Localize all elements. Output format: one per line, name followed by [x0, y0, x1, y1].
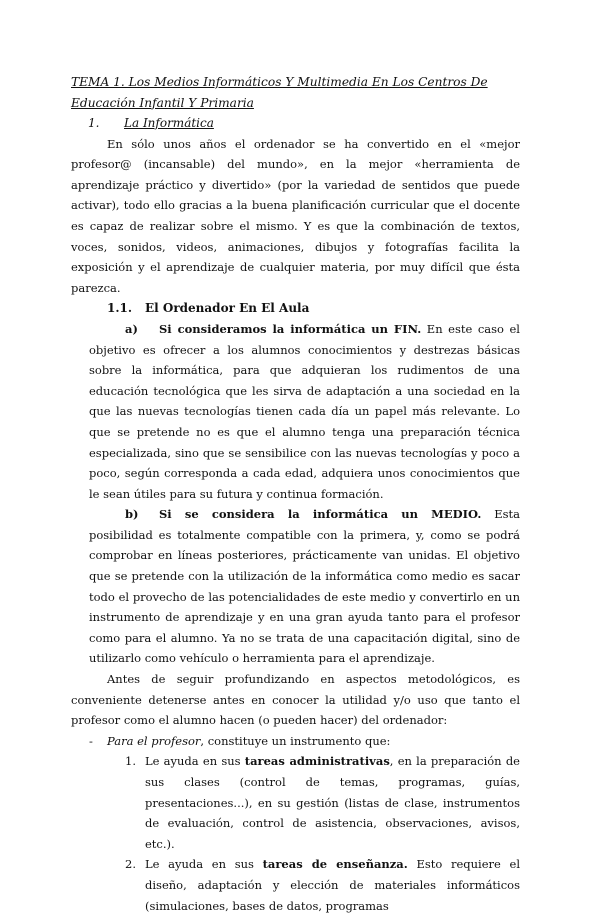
item-b-paragraph: [71, 504, 520, 669]
list-item: [71, 854, 520, 916]
item-b-text: Esta posibilidad es totalmente compatible con la primera, y, como se podrá comprobar en líneas posteriores, prácticamente van unidas. El objetivo que se pretende con la utilización de la informática como medio es sacar todo el provecho de las potencialidades de este medio y convertirlo en un instrumento de aprendizaje y en una gran ayuda tanto para el profesor como para el alumno. Ya no se trata de una capacitación digital, sino de utilizarlo como vehículo o herramienta para el aprendizaje.: [89, 507, 520, 666]
item-a-text: En este caso el objetivo es ofrecer a los alumnos conocimientos y destrezas básicas sobre la informática, para que adquieran los rudimentos de una educación tecnológica que les sirva de adaptación a una sociedad en la que las nuevas tecnologías tienen cada día un papel más relevante. Lo que se pretende no es que el alumno tenga una preparación técnica especializada, sino que se sensibilice con las nuevas tecnologías y poco a poco, según corresponda a cada edad, adquiera unos conocimientos que le sean útiles para su futura y continua formación.: [89, 321, 520, 501]
bullet-italic: Para el profesor: [107, 733, 201, 748]
section-1-1-heading: [71, 298, 520, 319]
list-item-post: Esto requiere el diseño, adaptación y elección de materiales informáticos (simulaciones, bases de datos, programas: [145, 857, 521, 913]
list-item-bold: tareas de enseñanza.: [262, 857, 408, 872]
document-title: TEMA 1. Los Medios Informáticos Y Multimedia En Los Centros De Educación Infantil Y Primaria: [71, 75, 488, 110]
list-item-post: , en la preparación de sus clases (control de temas, programas, guías, presentaciones...), en su gestión (listas de clase, instrumentos de evaluación, control de asistencia, observaciones, avisos, etc.).: [145, 754, 520, 851]
item-b-label: b): [125, 507, 139, 522]
profesor-bullet: [71, 731, 520, 752]
item-b-lead: Si se considera la informática un MEDIO.: [159, 507, 482, 522]
section-1-number: 1.: [88, 116, 100, 130]
bullet-dash: -: [89, 733, 93, 748]
list-number: 2.: [125, 857, 136, 872]
item-a-label: a): [125, 321, 138, 336]
item-a-lead: Si consideramos la informática un FIN.: [159, 321, 422, 336]
list-item-bold: tareas administrativas: [244, 754, 390, 769]
list-item-pre: Le ayuda en sus: [145, 857, 263, 872]
section-1-title: La Informática: [124, 116, 214, 130]
item-a-paragraph: [71, 319, 520, 504]
section-1-heading: [71, 113, 520, 134]
section-1-1-title: El Ordenador En El Aula: [145, 301, 310, 316]
before-paragraph: Antes de seguir profundizando en aspectos metodológicos, es conveniente detenerse antes en conocer la utilidad y/o uso que tanto el profesor como el alumno hacen (o pueden hacer) del ordenador:: [71, 672, 520, 728]
list-item-pre: Le ayuda en sus: [145, 754, 245, 769]
section-1-1-number: 1.1.: [107, 301, 133, 316]
list-item: [71, 751, 520, 854]
bullet-text: , constituye un instrumento que:: [200, 733, 391, 748]
intro-paragraph: En sólo unos años el ordenador se ha convertido en el «mejor profesor@ (incansable) del mundo», en la mejor «herramienta de aprendizaje práctico y divertido» (por la variedad de sentidos que puede activar), todo ello gracias a la buena planificación curricular que el docente es capaz de realizar sobre el mismo. Y es que la combinación de textos, voces, sonidos, videos, animaciones, dibujos y fotografías facilita la exposición y el aprendizaje de cualquier materia, por muy difícil que ésta parezca.: [71, 136, 520, 295]
list-number: 1.: [125, 754, 136, 769]
